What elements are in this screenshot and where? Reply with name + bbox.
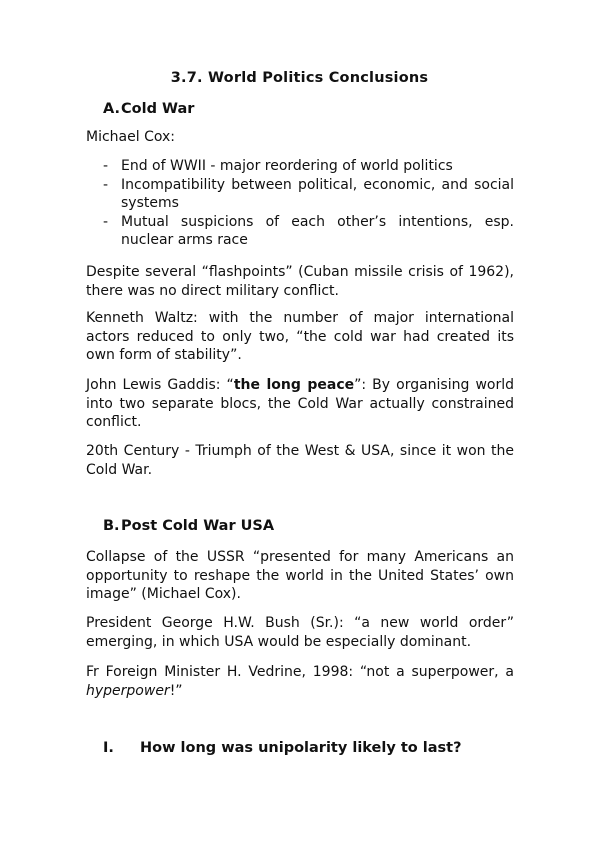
paragraph-waltz: Kenneth Waltz: with the number of major international actors reduced to only two, “the cold war had created its own form of stability”. bbox=[86, 310, 514, 363]
section-i-title: How long was unipolarity likely to last? bbox=[140, 740, 462, 756]
author-label: Michael Cox: bbox=[86, 129, 175, 145]
paragraph-triumph: 20th Century - Triumph of the West & USA, since it won the Cold War. bbox=[86, 443, 514, 478]
list-item bbox=[103, 157, 514, 176]
section-i-number: I. bbox=[103, 740, 114, 756]
paragraph-bush: President George H.W. Bush (Sr.): “a new world order” emerging, in which USA would be especially dominant. bbox=[86, 615, 514, 650]
long-peace-term: the long peace bbox=[233, 377, 355, 393]
bullet-list bbox=[103, 157, 514, 250]
section-b-title: Post Cold War USA bbox=[121, 518, 275, 534]
bullet-marker: - bbox=[103, 176, 109, 193]
paragraph-gaddis bbox=[86, 376, 514, 432]
paragraph-vedrine bbox=[86, 663, 514, 700]
section-i-heading bbox=[103, 740, 462, 756]
list-item bbox=[103, 176, 514, 213]
section-a-number: A. bbox=[103, 101, 120, 117]
bullet-text: Incompatibility between political, economic, and social systems bbox=[121, 176, 514, 211]
section-b-heading bbox=[103, 518, 274, 534]
vedrine-suffix: !” bbox=[169, 682, 183, 699]
vedrine-prefix: Fr Foreign Minister H. Vedrine, 1998: “not a superpower, a bbox=[86, 664, 514, 680]
section-a-title: Cold War bbox=[121, 101, 195, 117]
bullet-marker: - bbox=[103, 213, 109, 230]
paragraph-ussr-collapse: Collapse of the USSR “presented for many Americans an opportunity to reshape the world in the United States’ own image” (Michael Cox). bbox=[86, 549, 514, 602]
gaddis-suffix: ”: By organising world into two separate blocs, the Cold War actually constrained conflict. bbox=[86, 377, 514, 430]
page-title: 3.7. World Politics Conclusions bbox=[170, 70, 429, 86]
bullet-text: Mutual suspicions of each other’s intentions, esp. nuclear arms race bbox=[121, 213, 514, 248]
gaddis-prefix: John Lewis Gaddis: “ bbox=[86, 377, 234, 393]
section-a-heading bbox=[103, 101, 194, 117]
bullet-marker: - bbox=[103, 158, 109, 174]
paragraph-flashpoints: Despite several “flashpoints” (Cuban missile crisis of 1962), there was no direct military conflict. bbox=[86, 264, 514, 299]
hyperpower-term: hyperpower bbox=[86, 682, 170, 699]
bullet-text: End of WWII - major reordering of world politics bbox=[121, 158, 453, 174]
section-b-number: B. bbox=[103, 518, 120, 534]
list-item bbox=[103, 213, 514, 250]
